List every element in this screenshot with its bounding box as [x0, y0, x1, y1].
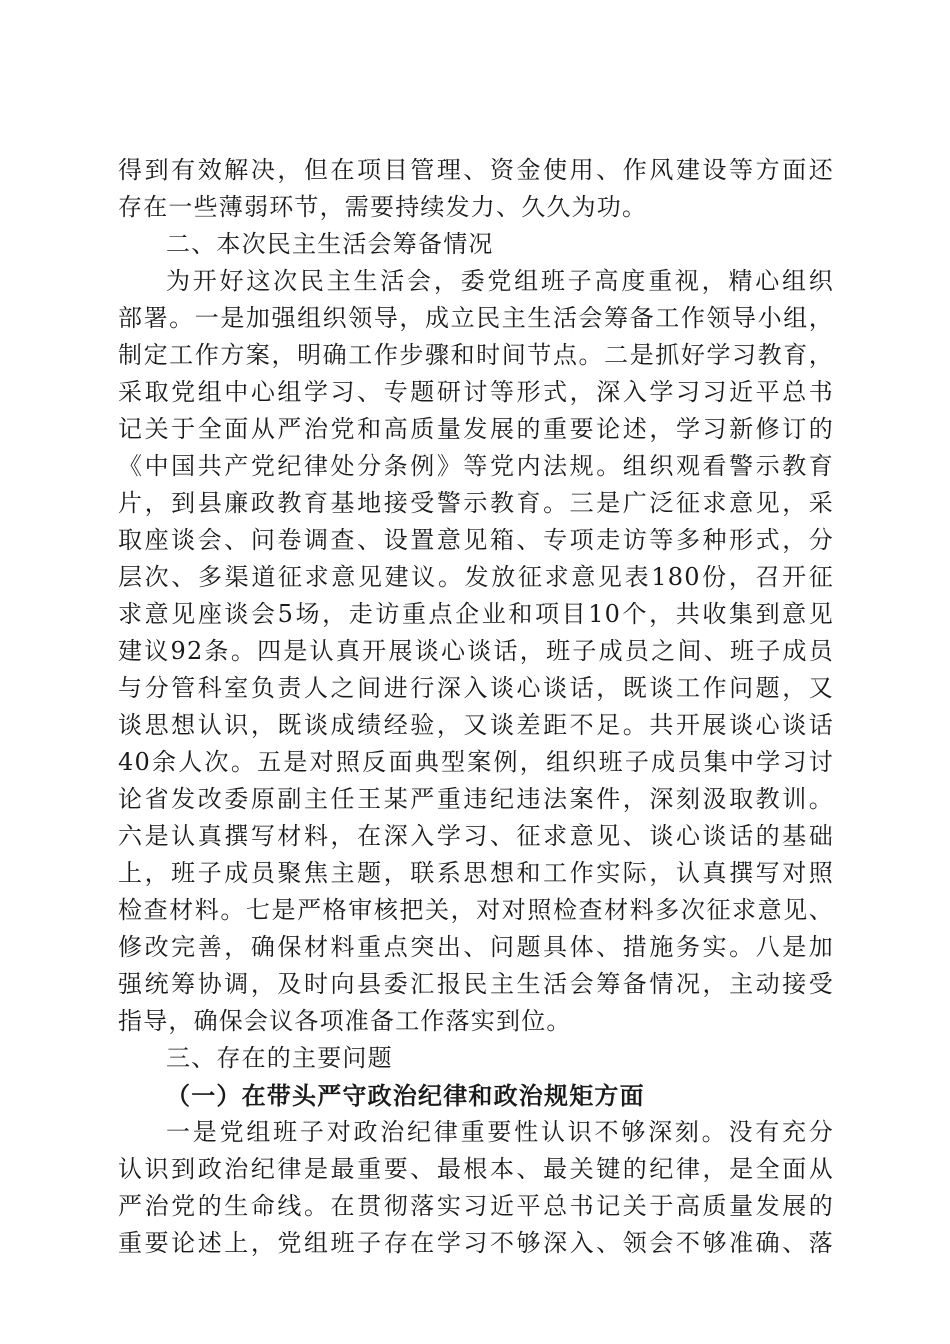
section-heading-problems: 三、存在的主要问题	[166, 1044, 393, 1072]
text-line: 谈思想认识，既谈成绩经验，又谈差距不足。共开展谈心谈话	[118, 711, 834, 739]
text-line: 修改完善，确保材料重点突出、问题具体、措施务实。八是加	[118, 933, 834, 961]
text-line: 严治党的生命线。在贯彻落实习近平总书记关于高质量发展的	[118, 1192, 834, 1220]
document-body	[118, 152, 834, 1262]
subsection-heading-political-discipline: （一）在带头严守政治纪律和政治规矩方面	[166, 1081, 645, 1110]
text-line: 层次、多渠道征求意见建议。发放征求意见表180份，召开征	[118, 563, 834, 591]
text-line: 片，到县廉政教育基地接受警示教育。三是广泛征求意见，采	[118, 489, 834, 517]
text-line: 与分管科室负责人之间进行深入谈心谈话，既谈工作问题，又	[118, 674, 834, 702]
text-line: 《中国共产党纪律处分条例》等党内法规。组织观看警示教育	[118, 452, 834, 480]
text-line: 为开好这次民主生活会，委党组班子高度重视，精心组织	[166, 267, 834, 295]
text-line: 论省发改委原副主任王某严重违纪违法案件，深刻汲取教训。	[118, 785, 834, 813]
text-line: 得到有效解决，但在项目管理、资金使用、作风建设等方面还	[118, 156, 834, 184]
text-line: 存在一些薄弱环节，需要持续发力、久久为功。	[118, 193, 648, 221]
text-line: 采取党组中心组学习、专题研讨等形式，深入学习习近平总书	[118, 378, 834, 406]
paragraph-problem-one	[118, 1114, 834, 1262]
text-line: 建议92条。四是认真开展谈心谈话，班子成员之间、班子成员	[118, 637, 834, 665]
text-line: 取座谈会、问卷调查、设置意见箱、专项走访等多种形式，分	[118, 526, 834, 554]
text-line: 制定工作方案，明确工作步骤和时间节点。二是抓好学习教育，	[118, 341, 834, 369]
section-heading-preparation: 二、本次民主生活会筹备情况	[166, 230, 494, 258]
text-line: 一是党组班子对政治纪律重要性认识不够深刻。没有充分	[166, 1118, 834, 1146]
paragraph-continued	[118, 152, 834, 226]
paragraph-preparation	[118, 263, 834, 1040]
text-line: 求意见座谈会5场，走访重点企业和项目10个，共收集到意见	[118, 600, 834, 628]
text-line: 六是认真撰写材料，在深入学习、征求意见、谈心谈话的基础	[118, 822, 834, 850]
text-line: 检查材料。七是严格审核把关，对对照检查材料多次征求意见、	[118, 896, 834, 924]
text-line: 上，班子成员聚焦主题，联系思想和工作实际，认真撰写对照	[118, 859, 834, 887]
text-line: 强统筹协调，及时向县委汇报民主生活会筹备情况，主动接受	[118, 970, 834, 998]
text-line: 认识到政治纪律是最重要、最根本、最关键的纪律，是全面从	[118, 1155, 834, 1183]
text-line: 部署。一是加强组织领导，成立民主生活会筹备工作领导小组，	[118, 304, 834, 332]
text-line: 40余人次。五是对照反面典型案例，组织班子成员集中学习讨	[118, 748, 834, 776]
text-line: 记关于全面从严治党和高质量发展的重要论述，学习新修订的	[118, 415, 834, 443]
text-line: 重要论述上，党组班子存在学习不够深入、领会不够准确、落	[118, 1229, 834, 1257]
text-line: 指导，确保会议各项准备工作落实到位。	[118, 1007, 572, 1035]
